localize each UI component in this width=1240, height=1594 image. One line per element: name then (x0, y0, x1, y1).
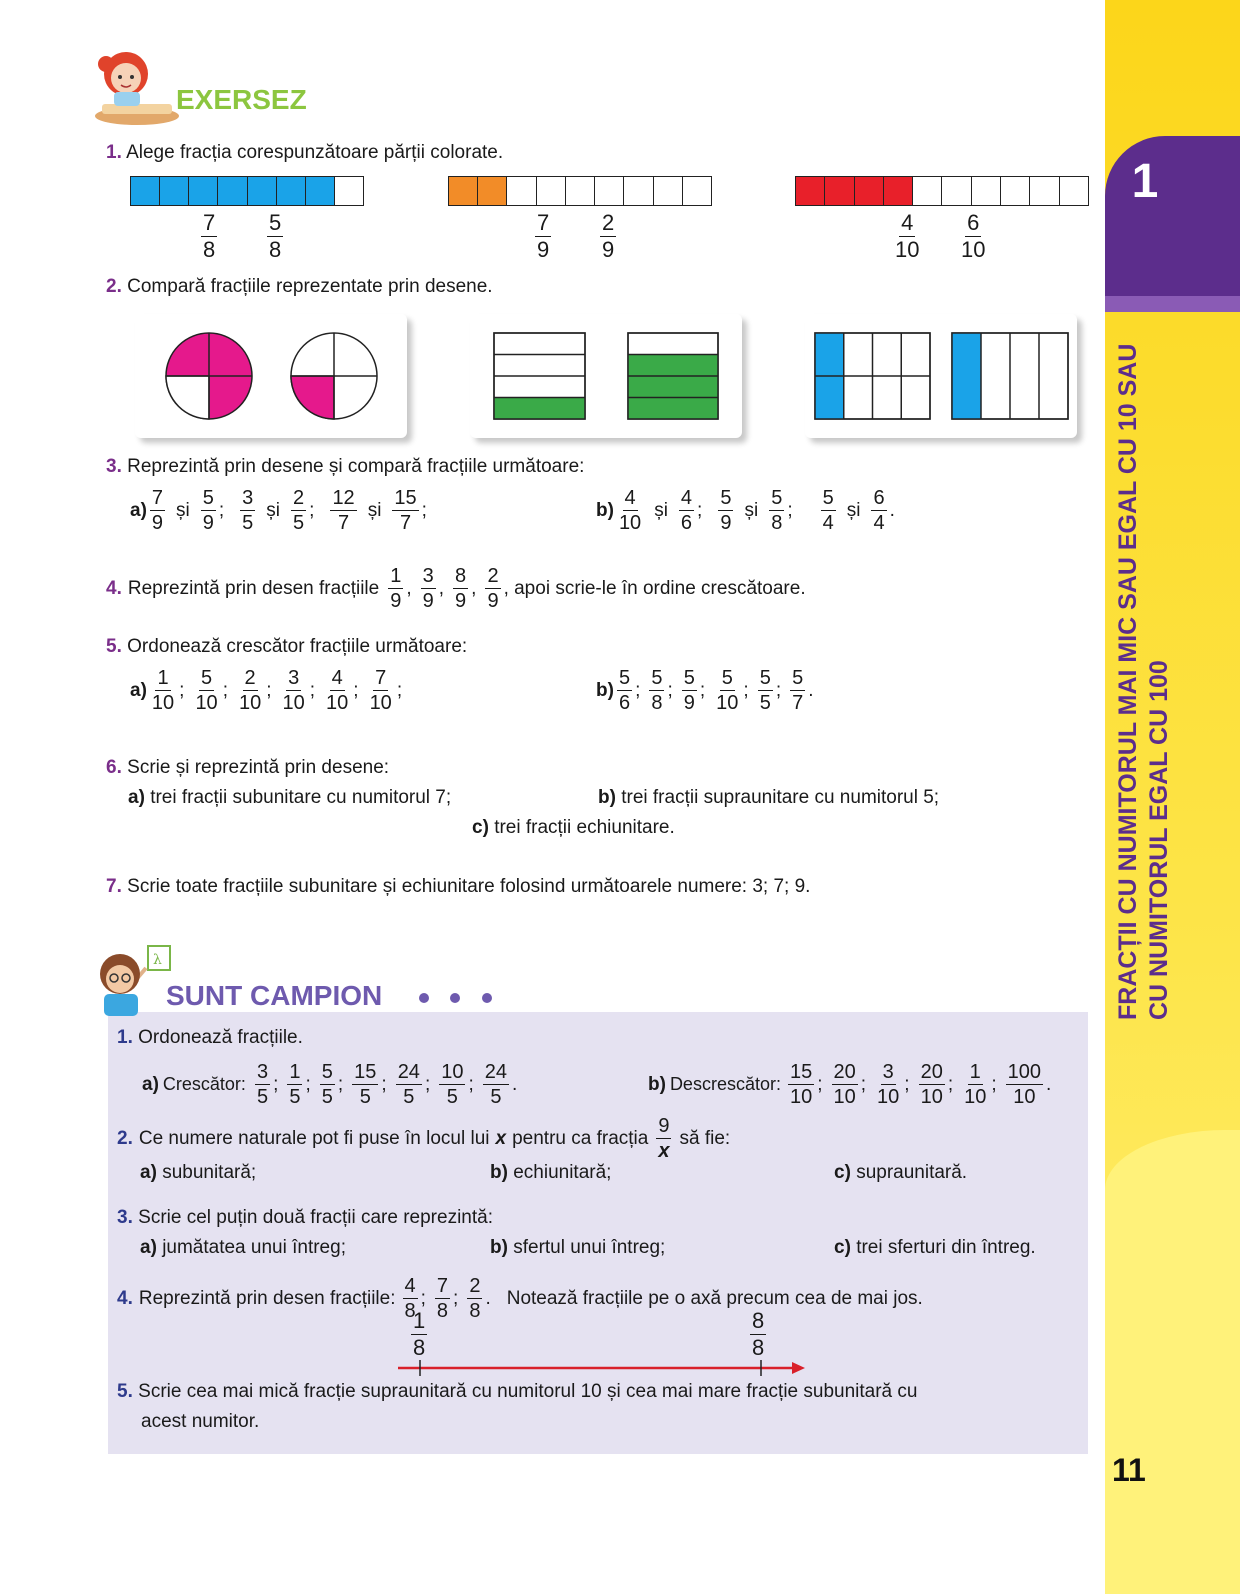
sc-ex1-prompt: 1. Ordonează fracțiile. (117, 1027, 303, 1048)
strip-cell (855, 177, 884, 205)
vertical-title-line1: FRACȚII CU NUMITORUL MAI MIC SAU EGAL CU 10 SAU (1114, 343, 1142, 1020)
strip-cell (942, 177, 971, 205)
sc-ex5-prompt: 5. Scrie cea mai mică fracție supraunitară cu numitorul 10 și cea mai mare fracție subunitară cu (117, 1381, 918, 1402)
compare-card-circles (135, 314, 407, 438)
ex1-option-c1[interactable]: $\frac{4}{10}$ (895, 210, 920, 262)
sc-ex3-c: c) trei sferturi din întreg. (834, 1237, 1036, 1258)
sc-ex1-a-line: a) Crescător: $\frac{3}{5}$ ; $\frac{1}{5}$ ; $\frac{5}{5}$ ; $\frac{15}{5}$ ; $\frac{24}{5}$ ; $\frac{10}{5}$ ; $\frac{24}{5}$ . (142, 1061, 518, 1108)
ex1-option-b1[interactable]: $\frac{7}{9}$ (537, 210, 550, 262)
strip-cell (189, 177, 218, 205)
ex5-text: Ordonează crescător fracțiile următoare: (127, 636, 468, 657)
ex4-text-after: , apoi scrie-le în ordine crescătoare. (503, 577, 806, 599)
axis-start-label: $\frac{1}{8}$ (413, 1308, 426, 1360)
sc-ex3-prompt: 3. Scrie cel puțin două fracții care reprezintă: (117, 1207, 493, 1228)
ex4-number: 4. (106, 577, 122, 599)
sc-ex5-line2: acest numitor. (141, 1411, 260, 1432)
strip-cell (913, 177, 942, 205)
ex6-number: 6. (106, 757, 122, 778)
ex6-b: b) trei fracții supraunitare cu numitorul 5; (598, 787, 940, 808)
sc-ex3-b: b) sfertul unui întreg; (490, 1237, 666, 1258)
exersez-heading: EXERSEZ (176, 84, 307, 115)
strip-cell (218, 177, 247, 205)
ex4-prompt: 4. Reprezintă prin desen fracțiile $\frac{1}{9}$ , $\frac{3}{9}$ , $\frac{8}{9}$ , $\frac{2}{9}$ , apoi scrie-le în ordine crescătoare. (106, 565, 806, 612)
ex3-a-line: a) $\frac{7}{9}$ și $\frac{5}{9}$ ; $\frac{3}{5}$ și $\frac{2}{5}$ ; $\frac{12}{7}$ și $\frac{15}{7}$ ; (130, 487, 427, 534)
ex1-option-a2[interactable]: $\frac{5}{8}$ (269, 210, 282, 262)
strip-cell (160, 177, 189, 205)
strip-cell (277, 177, 306, 205)
ex1-option-c2[interactable]: $\frac{6}{10}$ (961, 210, 986, 262)
sc-ex4-prompt: 4. Reprezintă prin desen fracțiile: $\frac{4}{8}$ ; $\frac{7}{8}$ ; $\frac{2}{8}$ . Notează fracțiile pe o axă precum cea de mai jos. (117, 1275, 923, 1322)
number-axis (396, 1358, 808, 1378)
ex3-a-label: a) (130, 499, 147, 521)
ex2-text: Compară fracțiile reprezentate prin desene. (127, 276, 493, 297)
sc-ex2-a: a) subunitară; (140, 1162, 257, 1183)
strip-cell (796, 177, 825, 205)
ex3-b-line: b) $\frac{4}{10}$ și $\frac{4}{6}$ ; $\frac{5}{9}$ și $\frac{5}{8}$ ; $\frac{5}{4}$ și $\frac{6}{4}$ . (596, 487, 895, 534)
column-grids-drawing (805, 314, 1077, 438)
ex5-b-line: b) $\frac{5}{6}$ ; $\frac{5}{8}$ ; $\frac{5}{9}$ ; $\frac{5}{10}$ ; $\frac{5}{5}$ ; $\frac{5}{7}$ . (596, 667, 814, 714)
quarter-circles-drawing (135, 314, 407, 438)
strip-cell (654, 177, 683, 205)
sunt-campion-heading: SUNT CAMPION (166, 980, 383, 1011)
ex5-a-line: a) $\frac{1}{10}$ ; $\frac{5}{10}$ ; $\frac{2}{10}$ ; $\frac{3}{10}$ ; $\frac{4}{10}$ ; $\frac{7}{10}$ ; (130, 667, 403, 714)
chapter-number: 1 (1131, 155, 1159, 208)
ex3-b-label: b) (596, 499, 614, 521)
sc-ex2-c: c) supraunitară. (834, 1162, 968, 1183)
strip-cell (335, 177, 363, 205)
chapter-stripe (1105, 296, 1240, 312)
strip-cell (306, 177, 335, 205)
strip-cell (1001, 177, 1030, 205)
girl-mascot-icon (92, 44, 182, 126)
ex1-text: Alege fracția corespunzătoare părții colorate. (126, 142, 504, 163)
ex7-number: 7. (106, 876, 122, 897)
chapter-vertical-title (1113, 344, 1175, 1020)
compare-card-columns (805, 314, 1077, 438)
page-number: 11 (1112, 1452, 1146, 1488)
ex2-prompt (106, 276, 493, 298)
ex6-text: Scrie și reprezintă prin desene: (127, 757, 390, 778)
ex4-text-before: Reprezintă prin desen fracțiile (127, 577, 380, 599)
strip-cell (537, 177, 566, 205)
fraction-strip-eighths (130, 176, 364, 206)
ex6-prompt (106, 757, 389, 779)
sc-ex1-b-line: b) Descrescător: $\frac{15}{10}$ ; $\frac{20}{10}$ ; $\frac{3}{10}$ ; $\frac{20}{10}$ ; $\frac{1}{10}$ ; $\frac{100}{10}$ . (648, 1061, 1052, 1108)
ex1-option-a1[interactable]: $\frac{7}{8}$ (203, 210, 216, 262)
strip-cell (595, 177, 624, 205)
strip-cell (884, 177, 913, 205)
strip-cell (131, 177, 160, 205)
strip-cell (566, 177, 595, 205)
ex3-text: Reprezintă prin desene și compară fracțiile următoare: (127, 456, 585, 477)
strip-cell (624, 177, 653, 205)
ex7-text: Scrie toate fracțiile subunitare și echiunitare folosind următoarele numere: 3; 7; 9. (127, 876, 811, 897)
ex6-a: a) trei fracții subunitare cu numitorul 7; (128, 787, 452, 808)
ex7-prompt (106, 876, 810, 898)
sc-ex2-prompt: 2. Ce numere naturale pot fi puse în locul lui x pentru ca fracția $\frac{9}{x}$ să fie: (117, 1115, 731, 1162)
fraction-strip-tenths (795, 176, 1089, 206)
strip-cell (248, 177, 277, 205)
vertical-title-line2: CU NUMITORUL EGAL CU 100 (1145, 660, 1173, 1020)
ex6-c: c) trei fracții echiunitare. (472, 817, 675, 838)
ex3-prompt (106, 456, 584, 478)
ex1-number: 1. (106, 142, 122, 163)
ex1-option-b2[interactable]: $\frac{2}{9}$ (602, 210, 615, 262)
strip-cell (972, 177, 1001, 205)
sc-ex2-b: b) echiunitară; (490, 1162, 612, 1183)
fraction-strip-ninths (448, 176, 712, 206)
side-band-lower (1105, 1130, 1240, 1594)
axis-end-label: $\frac{8}{8}$ (752, 1308, 765, 1360)
compare-card-rectangles (470, 314, 742, 438)
strip-cell (1060, 177, 1088, 205)
strip-cell (683, 177, 711, 205)
sc-ex3-a: a) jumătatea unui întreg; (140, 1237, 346, 1258)
ex5-number: 5. (106, 636, 122, 657)
ex2-number: 2. (106, 276, 122, 297)
chapter-tab (1105, 136, 1240, 296)
ex1-prompt (106, 142, 503, 164)
quarter-rectangles-drawing (470, 314, 742, 438)
ex3-number: 3. (106, 456, 122, 477)
strip-cell (449, 177, 478, 205)
ex5-prompt (106, 636, 467, 658)
svg-text:λ: λ (153, 952, 162, 968)
strip-cell (825, 177, 854, 205)
dots-decoration-icon (416, 990, 500, 1006)
strip-cell (1030, 177, 1059, 205)
strip-cell (478, 177, 507, 205)
strip-cell (507, 177, 536, 205)
